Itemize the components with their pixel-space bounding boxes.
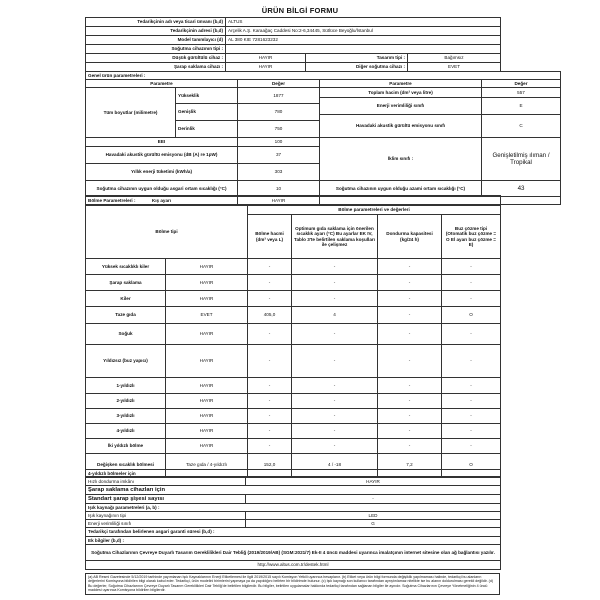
compartment-capacity: - bbox=[378, 275, 442, 291]
compartment-present: HAYIR bbox=[166, 324, 248, 345]
low-noise-value: HAYIR bbox=[226, 54, 306, 63]
light-type-value: LED bbox=[246, 512, 501, 520]
compartment-defrost: - bbox=[442, 378, 501, 394]
compartment-capacity: - bbox=[378, 378, 442, 394]
col-volume: Bölme hacmi (dm³ veya L) bbox=[248, 215, 292, 259]
table-row bbox=[86, 275, 501, 291]
compartment-temp: - bbox=[292, 409, 378, 424]
depth-label: Derinlik bbox=[176, 121, 238, 138]
compartment-defrost: - bbox=[442, 345, 501, 378]
height-label: Yükseklik bbox=[176, 88, 238, 104]
wine-value: HAYIR bbox=[226, 63, 306, 72]
compartment-capacity: - bbox=[378, 291, 442, 307]
compartment-name: Yüksek sıcaklıklı kiler bbox=[86, 259, 166, 275]
wine-section-title: Şarap saklama cihazları için bbox=[86, 486, 501, 495]
compartment-defrost: - bbox=[442, 424, 501, 439]
general-params-table bbox=[85, 71, 561, 205]
compartment-present: HAYIR bbox=[166, 439, 248, 454]
table-row bbox=[86, 378, 501, 394]
compartment-name: 4-yıldızlı bbox=[86, 424, 166, 439]
compartment-group-header: Bölme parametreleri ve değerleri bbox=[248, 206, 501, 215]
col-param-left: Parametre bbox=[86, 80, 238, 88]
climate-value: Genişletilmiş ılıman / Tropikal bbox=[482, 138, 561, 181]
header-table bbox=[85, 17, 501, 72]
table-row bbox=[86, 439, 501, 454]
col-temp: Optimum gıda saklama için önerilen sıcaklık ayarı (°C) Bu ayarlar EK IV, Tablo 3'te belirtilen saklama koşulları ile çelişmez bbox=[292, 215, 378, 259]
height-value: 1877 bbox=[238, 88, 320, 104]
compartment-defrost: - bbox=[442, 291, 501, 307]
supplier-label: Tedarikçinin adı veya ticari ünvanı (b,d) bbox=[86, 18, 226, 27]
light-section-title: Işık kaynağı parametreleri (a, b) : bbox=[86, 504, 501, 512]
compartment-name: Değişken sıcaklık bölmesi bbox=[86, 454, 166, 477]
table-row bbox=[86, 345, 501, 378]
table-row bbox=[86, 324, 501, 345]
compartment-temp: - bbox=[292, 378, 378, 394]
fast-freeze-label: Hızlı dondurma imkânı bbox=[86, 478, 246, 486]
compartment-capacity: - bbox=[378, 424, 442, 439]
max-temp-label: Soğutma cihazının uygun olduğu azami ortam sıcaklığı (°C) bbox=[320, 181, 482, 197]
col-value-right: Değer bbox=[482, 80, 561, 88]
width-value: 780 bbox=[238, 104, 320, 121]
four-star-title: 4-yıldızlı bölmeler için bbox=[86, 470, 501, 478]
model-value: AL 380 KIE 7281623232 bbox=[226, 36, 501, 45]
compartment-name: 3-yıldızlı bbox=[86, 409, 166, 424]
compartment-volume: - bbox=[248, 324, 292, 345]
compartment-volume: - bbox=[248, 424, 292, 439]
compartment-present: HAYIR bbox=[166, 291, 248, 307]
max-temp-value: 43 bbox=[482, 181, 561, 197]
climate-label: İklim sınıfı : bbox=[320, 138, 482, 181]
compartment-present: HAYIR bbox=[166, 424, 248, 439]
min-temp-value: 10 bbox=[238, 181, 320, 197]
compartment-volume: - bbox=[248, 439, 292, 454]
compartment-temp: 4 bbox=[292, 307, 378, 324]
table-row bbox=[86, 394, 501, 409]
col-defrost: Buz çözme tipi (Otomatik buz çözme = O El ayarı buz çözme = E) bbox=[442, 215, 501, 259]
winter-label: Kış ayarı bbox=[86, 197, 238, 205]
compartment-volume: - bbox=[248, 394, 292, 409]
address-value: Arçelik A.Ş. Karaağaç Caddesi No:2-6,34445, Sütlüce Beyoğlu/İstanbul bbox=[226, 27, 501, 36]
compartment-volume: 152,0 bbox=[248, 454, 292, 477]
compartment-capacity: - bbox=[378, 394, 442, 409]
compartment-capacity: - bbox=[378, 259, 442, 275]
compartment-volume: - bbox=[248, 275, 292, 291]
compartment-name: 1-yıldızlı bbox=[86, 378, 166, 394]
compartment-defrost: - bbox=[442, 409, 501, 424]
wine-label: Şarap saklama cihazı : bbox=[86, 63, 226, 72]
compartment-capacity: 7,2 bbox=[378, 454, 442, 477]
dimensions-label: Tüm boyutlar (milimetre) bbox=[86, 88, 176, 138]
compartment-capacity: - bbox=[378, 345, 442, 378]
compartment-volume: - bbox=[248, 378, 292, 394]
wine-bottles-label: Standart şarap şişesi sayısı bbox=[86, 495, 246, 504]
table-row bbox=[86, 424, 501, 439]
compartment-present: EVET bbox=[166, 307, 248, 324]
regulation-text: Soğutma Cihazlarının Çevreye Duyarlı Tasarım Gereklilikleri Dair Tebliğ (2019/2019/AB) (SGM:2021/7) Ek-II 4 üncü maddesi uyarınca imalatçının internet sitesine olan ağ bağlantısı yazılır. bbox=[86, 545, 501, 561]
compartment-present: Taze gıda / 4-yıldızlı bbox=[166, 454, 248, 477]
compartment-name: 2-yıldızlı bbox=[86, 394, 166, 409]
compartment-temp: - bbox=[292, 291, 378, 307]
table-row bbox=[86, 291, 501, 307]
compartment-defrost: - bbox=[442, 275, 501, 291]
compartment-temp: 4 / -18 bbox=[292, 454, 378, 477]
noise-db-label: Havadaki akustik gürültü emisyonu (dB (A) re 1pW) bbox=[86, 147, 238, 164]
compartment-present: HAYIR bbox=[166, 378, 248, 394]
compartment-present: HAYIR bbox=[166, 394, 248, 409]
light-class-value: G bbox=[246, 520, 501, 528]
support-url[interactable]: http://www.altus.com.tr/destek.html bbox=[86, 561, 501, 570]
compartment-section-title: Bölme Parametreleri : bbox=[86, 196, 501, 206]
extra-info-label: Ek bilgiler (b,d) : bbox=[86, 537, 501, 545]
col-value-left: Değer bbox=[238, 80, 320, 88]
compartment-defrost: - bbox=[442, 324, 501, 345]
compartment-present: HAYIR bbox=[166, 275, 248, 291]
compartment-temp: - bbox=[292, 424, 378, 439]
compartment-temp: - bbox=[292, 324, 378, 345]
compartment-temp: - bbox=[292, 345, 378, 378]
design-label: Tasarım tipi : bbox=[306, 54, 408, 63]
noise-class-label: Havadaki akustik gürültü emisyonu sınıfı bbox=[320, 115, 482, 138]
compartment-defrost: - bbox=[442, 394, 501, 409]
depth-value: 750 bbox=[238, 121, 320, 138]
eei-label: EEI bbox=[86, 138, 238, 147]
compartment-volume: - bbox=[248, 291, 292, 307]
address-label: Tedarikçinin adresi (b,d) bbox=[86, 27, 226, 36]
compartment-volume: - bbox=[248, 409, 292, 424]
table-row bbox=[86, 259, 501, 275]
wine-bottles-value: - bbox=[246, 495, 501, 504]
min-temp-label: Soğutma cihazının uygun olduğu asgari ortam sıcaklığı (°C) bbox=[86, 181, 238, 197]
total-volume-value: 557 bbox=[482, 88, 561, 98]
compartment-defrost: - bbox=[442, 259, 501, 275]
compartment-capacity: - bbox=[378, 409, 442, 424]
col-capacity: Dondurma kapasitesi (kg/24 h) bbox=[378, 215, 442, 259]
compartment-volume: - bbox=[248, 259, 292, 275]
model-label: Model tanımlayıcı (d) bbox=[86, 36, 226, 45]
noise-class-value: C bbox=[482, 115, 561, 138]
compartment-present: HAYIR bbox=[166, 259, 248, 275]
compartment-present: HAYIR bbox=[166, 409, 248, 424]
winter-value: HAYIR bbox=[238, 197, 320, 205]
compartment-capacity: - bbox=[378, 307, 442, 324]
compartment-params-table bbox=[85, 195, 501, 477]
width-label: Genişlik bbox=[176, 104, 238, 121]
general-section-title: Genel ürün parametreleri : bbox=[86, 72, 561, 80]
energy-class-value: E bbox=[482, 98, 561, 115]
col-param-right: Parametre bbox=[320, 80, 482, 88]
annual-energy-label: Yıllık enerji tüketimi (kWh/a) bbox=[86, 164, 238, 181]
low-noise-label: Düşük gürültülü cihaz : bbox=[86, 54, 226, 63]
annual-energy-value: 303 bbox=[238, 164, 320, 181]
footnotes: (a) AB Resmi Gazetesinde 5/12/2019 tarihinde yayımlanan Işık Kaynaklarının Enerji Etiketlemesi ile ilgili 2019/2015 sayılı Komisyon Yetkili uyarınca hesaplanır. (b) Etiket veya ürün bilgi formunda değişiklik yapılmaması halinde, tedarikçi bu alanların değerlerini Komisyona bildirilen bilgi olarak kabul eder. Tedarikçi, ürün modelini birimlerini yapmaya ya da yapıldığını belirten bir bildirimde bulunur. (c) Işık kaynağı son kullanıcı tarafından ayrıştırılamaz nitelikte ise bu alanın doldurulması gerekli değildir. (d) Bu değerler, Soğutma Cihazlarının Çevreye Duyarlı Tasarım Gereklilikleri Dair Tebliğ'de belirtilen bilgilerdir. Bu bilgiler, belirtilen uygulamalar hakkında tedarikçi tarafından sağlanan bilgiler ile aynıdır. Soğutma Cihazlarının Çevreye Yönetmeliğinin 4 üncü maddesi uyarınca Komisyona bildirilen bilgilerdir. bbox=[85, 573, 500, 595]
compartment-defrost: - bbox=[442, 439, 501, 454]
compartment-name: İki yıldızlı bölme bbox=[86, 439, 166, 454]
energy-class-label: Enerji verimliliği sınıfı bbox=[320, 98, 482, 115]
compartment-name: Soğuk bbox=[86, 324, 166, 345]
light-type-label: Işık kaynağının tipi bbox=[86, 512, 246, 520]
compartment-defrost: O bbox=[442, 307, 501, 324]
compartment-volume: 405,0 bbox=[248, 307, 292, 324]
compartment-name: Şarap saklama bbox=[86, 275, 166, 291]
compartment-name: Taze gıda bbox=[86, 307, 166, 324]
warranty-label: Tedarikçi tarafından belirlenen asgari garanti süresi (b,d) : bbox=[86, 528, 501, 537]
table-row bbox=[86, 307, 501, 324]
compartment-capacity: - bbox=[378, 439, 442, 454]
compartment-temp: - bbox=[292, 275, 378, 291]
form-title: ÜRÜN BİLGİ FORMU bbox=[261, 6, 339, 15]
compartment-capacity: - bbox=[378, 324, 442, 345]
compartment-name: Kiler bbox=[86, 291, 166, 307]
fast-freeze-value: HAYIR bbox=[246, 478, 501, 486]
supplier-value: ALTUS bbox=[226, 18, 501, 27]
compartment-present: HAYIR bbox=[166, 345, 248, 378]
compartment-temp: - bbox=[292, 394, 378, 409]
compartment-name: Yıldızsız (buz yapıcı) bbox=[86, 345, 166, 378]
eei-value: 100 bbox=[238, 138, 320, 147]
other-value: EVET bbox=[408, 63, 501, 72]
col-compartment-type: Bölme tipi bbox=[86, 206, 248, 259]
light-class-label: Enerji verimliliği sınıfı bbox=[86, 520, 246, 528]
other-label: Diğer soğutma cihazı : bbox=[306, 63, 408, 72]
type-label: Soğutma cihazının tipi : bbox=[86, 45, 226, 54]
bottom-sections-table bbox=[85, 469, 501, 570]
compartment-temp: - bbox=[292, 439, 378, 454]
table-row bbox=[86, 409, 501, 424]
compartment-volume: - bbox=[248, 345, 292, 378]
noise-db-value: 37 bbox=[238, 147, 320, 164]
compartment-temp: - bbox=[292, 259, 378, 275]
design-value: Bağımsız bbox=[408, 54, 501, 63]
compartment-defrost: O bbox=[442, 454, 501, 477]
total-volume-label: Toplam hacim (dm³ veya litre) bbox=[320, 88, 482, 98]
